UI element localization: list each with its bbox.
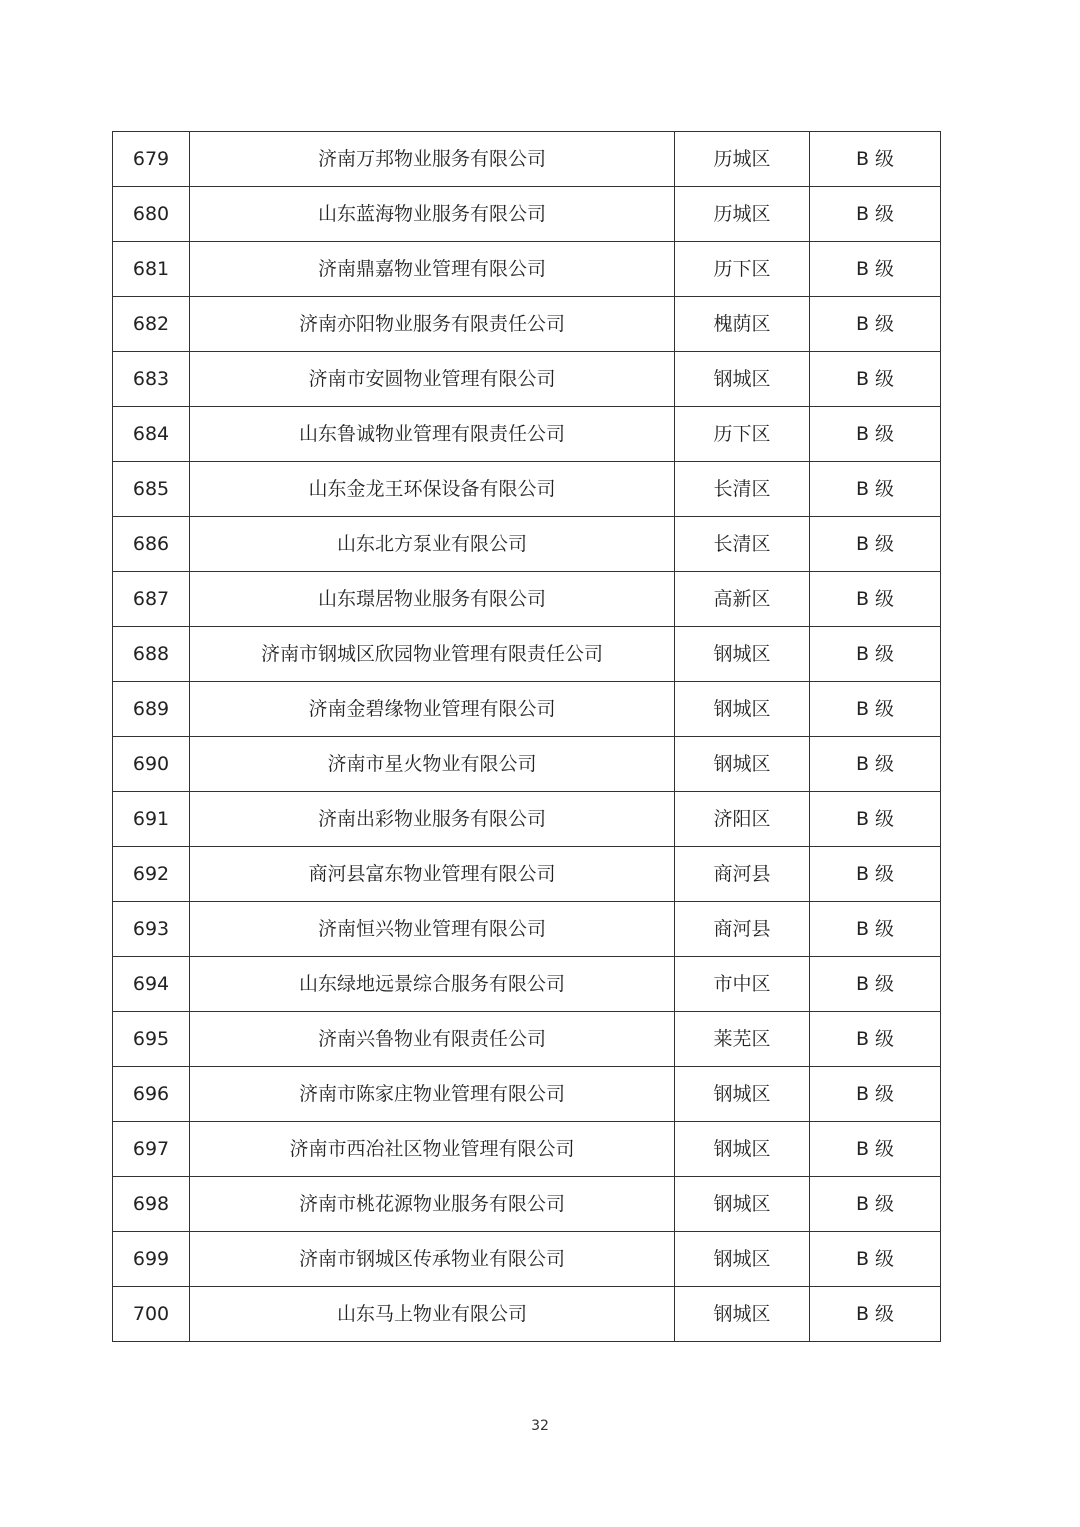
grade-cell: B 级 [810, 517, 941, 572]
grade-cell: B 级 [810, 847, 941, 902]
company-name-cell: 济南市钢城区欣园物业管理有限责任公司 [190, 627, 675, 682]
district-cell: 钢城区 [675, 1067, 810, 1122]
row-number-cell: 694 [113, 957, 190, 1012]
company-name-cell: 济南市陈家庄物业管理有限公司 [190, 1067, 675, 1122]
grade-cell: B 级 [810, 682, 941, 737]
grade-cell: B 级 [810, 1232, 941, 1287]
grade-cell: B 级 [810, 627, 941, 682]
district-cell: 济阳区 [675, 792, 810, 847]
district-cell: 历下区 [675, 242, 810, 297]
row-number-cell: 691 [113, 792, 190, 847]
company-name-cell: 山东蓝海物业服务有限公司 [190, 187, 675, 242]
table-row [113, 792, 941, 847]
district-cell: 历城区 [675, 132, 810, 187]
grade-cell: B 级 [810, 737, 941, 792]
grade-cell: B 级 [810, 792, 941, 847]
table-row [113, 132, 941, 187]
district-cell: 商河县 [675, 847, 810, 902]
row-number-cell: 698 [113, 1177, 190, 1232]
district-cell: 历城区 [675, 187, 810, 242]
company-name-cell: 济南亦阳物业服务有限责任公司 [190, 297, 675, 352]
company-name-cell: 济南鼎嘉物业管理有限公司 [190, 242, 675, 297]
table-row [113, 572, 941, 627]
company-name-cell: 济南恒兴物业管理有限公司 [190, 902, 675, 957]
district-cell: 商河县 [675, 902, 810, 957]
grade-cell: B 级 [810, 462, 941, 517]
grade-cell: B 级 [810, 187, 941, 242]
company-name-cell: 济南出彩物业服务有限公司 [190, 792, 675, 847]
district-cell: 钢城区 [675, 682, 810, 737]
table-body [113, 132, 941, 1342]
row-number-cell: 688 [113, 627, 190, 682]
table-row [113, 297, 941, 352]
table-row [113, 1287, 941, 1342]
grade-cell: B 级 [810, 902, 941, 957]
grade-cell: B 级 [810, 1287, 941, 1342]
table-row [113, 682, 941, 737]
row-number-cell: 696 [113, 1067, 190, 1122]
company-name-cell: 济南市星火物业有限公司 [190, 737, 675, 792]
table-row [113, 847, 941, 902]
company-name-cell: 山东绿地远景综合服务有限公司 [190, 957, 675, 1012]
grade-cell: B 级 [810, 1067, 941, 1122]
company-name-cell: 济南金碧缘物业管理有限公司 [190, 682, 675, 737]
company-name-cell: 济南市安圆物业管理有限公司 [190, 352, 675, 407]
grade-cell: B 级 [810, 1122, 941, 1177]
row-number-cell: 685 [113, 462, 190, 517]
district-cell: 钢城区 [675, 1122, 810, 1177]
company-name-cell: 商河县富东物业管理有限公司 [190, 847, 675, 902]
company-name-cell: 山东鲁诚物业管理有限责任公司 [190, 407, 675, 462]
table-row [113, 1177, 941, 1232]
grade-cell: B 级 [810, 1012, 941, 1067]
company-name-cell: 济南市桃花源物业服务有限公司 [190, 1177, 675, 1232]
row-number-cell: 687 [113, 572, 190, 627]
grade-cell: B 级 [810, 242, 941, 297]
district-cell: 高新区 [675, 572, 810, 627]
page-number: 32 [531, 1418, 549, 1434]
district-cell: 长清区 [675, 517, 810, 572]
table-row [113, 627, 941, 682]
table-row [113, 1232, 941, 1287]
table-row [113, 737, 941, 792]
company-name-cell: 山东马上物业有限公司 [190, 1287, 675, 1342]
grade-cell: B 级 [810, 1177, 941, 1232]
company-name-cell: 济南万邦物业服务有限公司 [190, 132, 675, 187]
row-number-cell: 695 [113, 1012, 190, 1067]
district-cell: 钢城区 [675, 1177, 810, 1232]
row-number-cell: 690 [113, 737, 190, 792]
district-cell: 长清区 [675, 462, 810, 517]
row-number-cell: 681 [113, 242, 190, 297]
district-cell: 历下区 [675, 407, 810, 462]
district-cell: 钢城区 [675, 737, 810, 792]
table-row [113, 1122, 941, 1177]
district-cell: 钢城区 [675, 1287, 810, 1342]
row-number-cell: 697 [113, 1122, 190, 1177]
grade-cell: B 级 [810, 572, 941, 627]
table-row [113, 957, 941, 1012]
row-number-cell: 689 [113, 682, 190, 737]
row-number-cell: 683 [113, 352, 190, 407]
district-cell: 市中区 [675, 957, 810, 1012]
table-row [113, 462, 941, 517]
table-row [113, 187, 941, 242]
company-name-cell: 济南兴鲁物业有限责任公司 [190, 1012, 675, 1067]
grade-cell: B 级 [810, 957, 941, 1012]
row-number-cell: 692 [113, 847, 190, 902]
row-number-cell: 680 [113, 187, 190, 242]
row-number-cell: 684 [113, 407, 190, 462]
company-name-cell: 济南市钢城区传承物业有限公司 [190, 1232, 675, 1287]
grade-cell: B 级 [810, 132, 941, 187]
company-name-cell: 山东北方泵业有限公司 [190, 517, 675, 572]
district-cell: 钢城区 [675, 627, 810, 682]
table-row [113, 1067, 941, 1122]
row-number-cell: 679 [113, 132, 190, 187]
row-number-cell: 686 [113, 517, 190, 572]
company-name-cell: 山东金龙王环保设备有限公司 [190, 462, 675, 517]
table-row [113, 407, 941, 462]
district-cell: 钢城区 [675, 1232, 810, 1287]
table-row [113, 242, 941, 297]
district-cell: 槐荫区 [675, 297, 810, 352]
company-name-cell: 济南市西冶社区物业管理有限公司 [190, 1122, 675, 1177]
row-number-cell: 682 [113, 297, 190, 352]
row-number-cell: 693 [113, 902, 190, 957]
company-name-cell: 山东璟居物业服务有限公司 [190, 572, 675, 627]
table-row [113, 352, 941, 407]
grade-cell: B 级 [810, 352, 941, 407]
company-rating-table [112, 131, 941, 1342]
grade-cell: B 级 [810, 407, 941, 462]
row-number-cell: 700 [113, 1287, 190, 1342]
table-row [113, 517, 941, 572]
district-cell: 莱芜区 [675, 1012, 810, 1067]
table-row [113, 1012, 941, 1067]
district-cell: 钢城区 [675, 352, 810, 407]
grade-cell: B 级 [810, 297, 941, 352]
table-row [113, 902, 941, 957]
row-number-cell: 699 [113, 1232, 190, 1287]
